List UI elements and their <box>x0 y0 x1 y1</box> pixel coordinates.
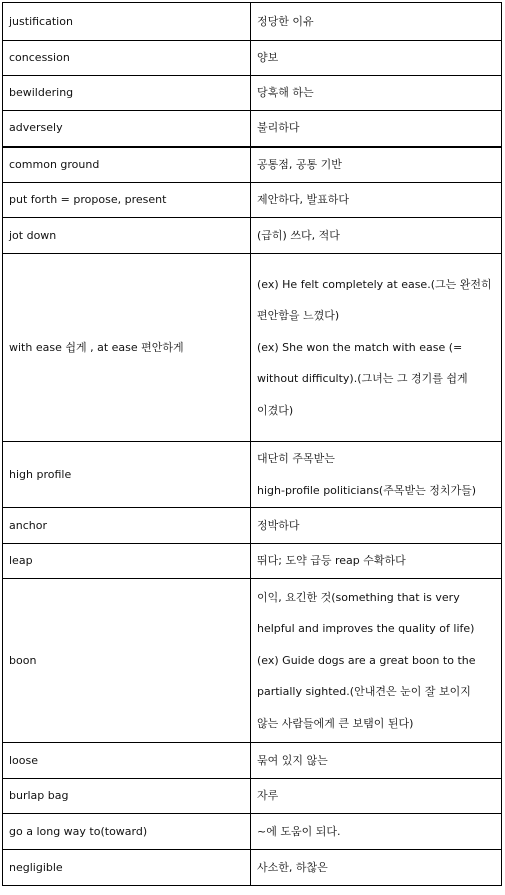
meaning-cell <box>251 814 502 850</box>
table-row <box>3 41 502 76</box>
meaning-line: 편안함을 느꼈다) <box>257 309 340 323</box>
meaning-line: 정박하다 <box>257 518 300 532</box>
meaning-line: partially sighted.(안내견은 눈이 잘 보이지 <box>257 685 471 699</box>
meaning-line: 불리하다 <box>257 121 300 135</box>
vocabulary-table <box>2 2 502 886</box>
meaning-line: 않는 사람들에게 큰 보탬이 된다) <box>257 716 414 730</box>
table-row <box>3 76 502 111</box>
term-cell: with ease 쉽게 , at ease 편안하게 <box>3 254 251 442</box>
meaning-line: 양보 <box>257 51 279 64</box>
table-row <box>3 779 502 814</box>
meaning-line: (ex) She won the match with ease (= <box>257 340 463 354</box>
meaning-cell <box>251 3 502 41</box>
meaning-cell <box>251 147 502 183</box>
meaning-cell <box>251 579 502 743</box>
meaning-cell <box>251 76 502 111</box>
meaning-line: without difficulty).(그녀는 그 경기를 쉽게 <box>257 372 468 386</box>
table-row <box>3 850 502 886</box>
meaning-line: 이겼다) <box>257 403 294 417</box>
term-cell: bewildering <box>3 76 251 111</box>
meaning-line: 자루 <box>257 789 279 802</box>
term-cell: jot down <box>3 218 251 254</box>
table-row <box>3 814 502 850</box>
meaning-cell <box>251 779 502 814</box>
term-cell: justification <box>3 3 251 41</box>
meaning-cell <box>251 254 502 442</box>
meaning-cell <box>251 544 502 579</box>
term-cell: go a long way to(toward) <box>3 814 251 850</box>
meaning-cell <box>251 442 502 508</box>
meaning-cell <box>251 508 502 544</box>
meaning-line: high-profile politicians(주목받는 정치가들) <box>257 483 477 497</box>
term-cell: adversely <box>3 111 251 147</box>
table-row <box>3 544 502 579</box>
table-row <box>3 218 502 254</box>
table-row <box>3 254 502 442</box>
term-cell: boon <box>3 579 251 743</box>
meaning-line: 사소한, 하찮은 <box>257 860 328 874</box>
table-row <box>3 183 502 218</box>
meaning-line: 공통점, 공통 기반 <box>257 157 342 171</box>
meaning-line: 뛰다; 도약 급등 reap 수확하다 <box>257 554 406 567</box>
table-row <box>3 147 502 183</box>
term-cell: burlap bag <box>3 779 251 814</box>
term-cell: put forth = propose, present <box>3 183 251 218</box>
term-cell: leap <box>3 544 251 579</box>
term-cell: anchor <box>3 508 251 544</box>
table-row <box>3 508 502 544</box>
meaning-line: 묶여 있지 않는 <box>257 753 328 767</box>
table-row <box>3 111 502 147</box>
meaning-line: (ex) Guide dogs are a great boon to the <box>257 653 476 667</box>
table-row <box>3 442 502 508</box>
table-row <box>3 3 502 41</box>
meaning-cell <box>251 218 502 254</box>
term-cell: high profile <box>3 442 251 508</box>
meaning-line: (ex) He felt completely at ease.(그는 완전히 <box>257 277 492 291</box>
table-row <box>3 579 502 743</box>
meaning-line: helpful and improves the quality of life) <box>257 622 475 636</box>
meaning-line: 이익, 요긴한 것(something that is very <box>257 590 460 604</box>
term-cell: common ground <box>3 147 251 183</box>
meaning-line: ~에 도움이 되다. <box>257 824 341 838</box>
meaning-cell <box>251 183 502 218</box>
meaning-cell <box>251 743 502 779</box>
meaning-cell <box>251 850 502 886</box>
term-cell: negligible <box>3 850 251 886</box>
meaning-cell <box>251 111 502 147</box>
meaning-line: 제안하다, 발표하다 <box>257 193 350 206</box>
term-cell: loose <box>3 743 251 779</box>
meaning-line: (급히) 쓰다, 적다 <box>257 228 340 242</box>
meaning-line: 대단히 주목받는 <box>257 452 335 466</box>
meaning-line: 정당한 이유 <box>257 14 314 28</box>
term-cell: concession <box>3 41 251 76</box>
meaning-cell <box>251 41 502 76</box>
table-row <box>3 743 502 779</box>
meaning-line: 당혹해 하는 <box>257 86 314 99</box>
